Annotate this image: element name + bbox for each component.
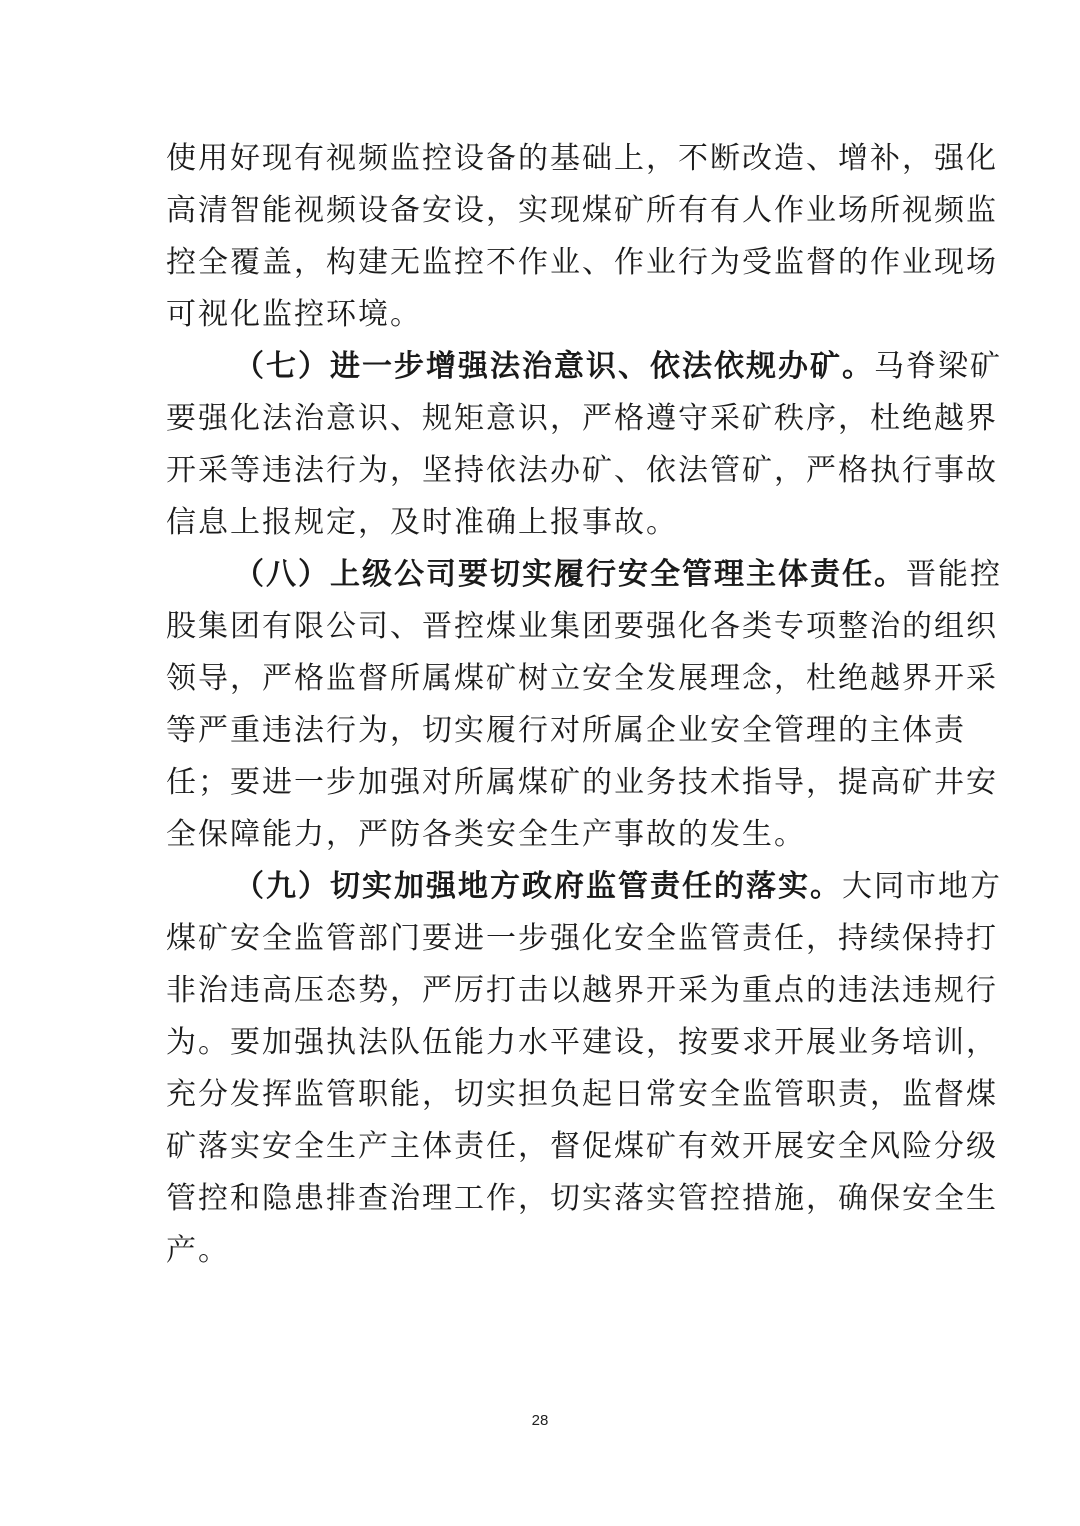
- text-line: 矿落实安全生产主体责任，督促煤矿有效开展安全风险分级: [166, 1129, 998, 1164]
- text-line: 为。要加强执法队伍能力水平建设，按要求开展业务培训，: [166, 1025, 998, 1060]
- text-line: 要强化法治意识、规矩意识，严格遵守采矿秩序，杜绝越界: [166, 401, 998, 436]
- text-line: 充分发挥监管职能，切实担负起日常安全监管职责，监督煤: [166, 1077, 998, 1112]
- text-line: 等严重违法行为，切实履行对所属企业安全管理的主体责: [166, 713, 966, 748]
- text-line: 任；要进一步加强对所属煤矿的业务技术指导，提高矿井安: [166, 765, 998, 800]
- section-heading-8: （八）上级公司要切实履行安全管理主体责任。: [234, 557, 906, 592]
- section-heading-9: （九）切实加强地方政府监管责任的落实。: [234, 869, 842, 904]
- text-line: [166, 861, 1002, 913]
- section-heading-7: （七）进一步增强法治意识、依法依规办矿。: [234, 349, 874, 384]
- text-line: 高清智能视频设备安设，实现煤矿所有有人作业场所视频监: [166, 193, 998, 228]
- text-line: 管控和隐患排查治理工作，切实落实管控措施，确保安全生: [166, 1181, 998, 1216]
- text-run: 大同市地方: [842, 869, 1002, 904]
- paragraph-section-9: [166, 861, 1002, 1277]
- text-line: 煤矿安全监管部门要进一步强化安全监管责任，持续保持打: [166, 921, 998, 956]
- document-body: [166, 133, 1002, 1277]
- text-line: 控全覆盖，构建无监控不作业、作业行为受监督的作业现场: [166, 245, 998, 280]
- text-run: 晋能控: [906, 557, 1002, 592]
- text-line: 可视化监控环境。: [166, 297, 422, 332]
- text-line: 领导，严格监督所属煤矿树立安全发展理念，杜绝越界开采: [166, 661, 998, 696]
- text-line: 产。: [166, 1233, 230, 1268]
- paragraph-section-8: [166, 549, 1002, 861]
- text-run: 马脊梁矿: [874, 349, 1002, 384]
- page-number: 28: [531, 1412, 549, 1429]
- text-line: 使用好现有视频监控设备的基础上，不断改造、增补，强化: [166, 141, 998, 176]
- text-line: 股集团有限公司、晋控煤业集团要强化各类专项整治的组织: [166, 609, 998, 644]
- text-line: 全保障能力，严防各类安全生产事故的发生。: [166, 817, 806, 852]
- text-line: 开采等违法行为，坚持依法办矿、依法管矿，严格执行事故: [166, 453, 998, 488]
- text-line: [166, 549, 1002, 601]
- text-line: [166, 341, 1002, 393]
- paragraph-section-7: [166, 341, 1002, 549]
- paragraph-continuation: [166, 133, 998, 341]
- text-line: 信息上报规定，及时准确上报事故。: [166, 505, 678, 540]
- text-line: 非治违高压态势，严厉打击以越界开采为重点的违法违规行: [166, 973, 998, 1008]
